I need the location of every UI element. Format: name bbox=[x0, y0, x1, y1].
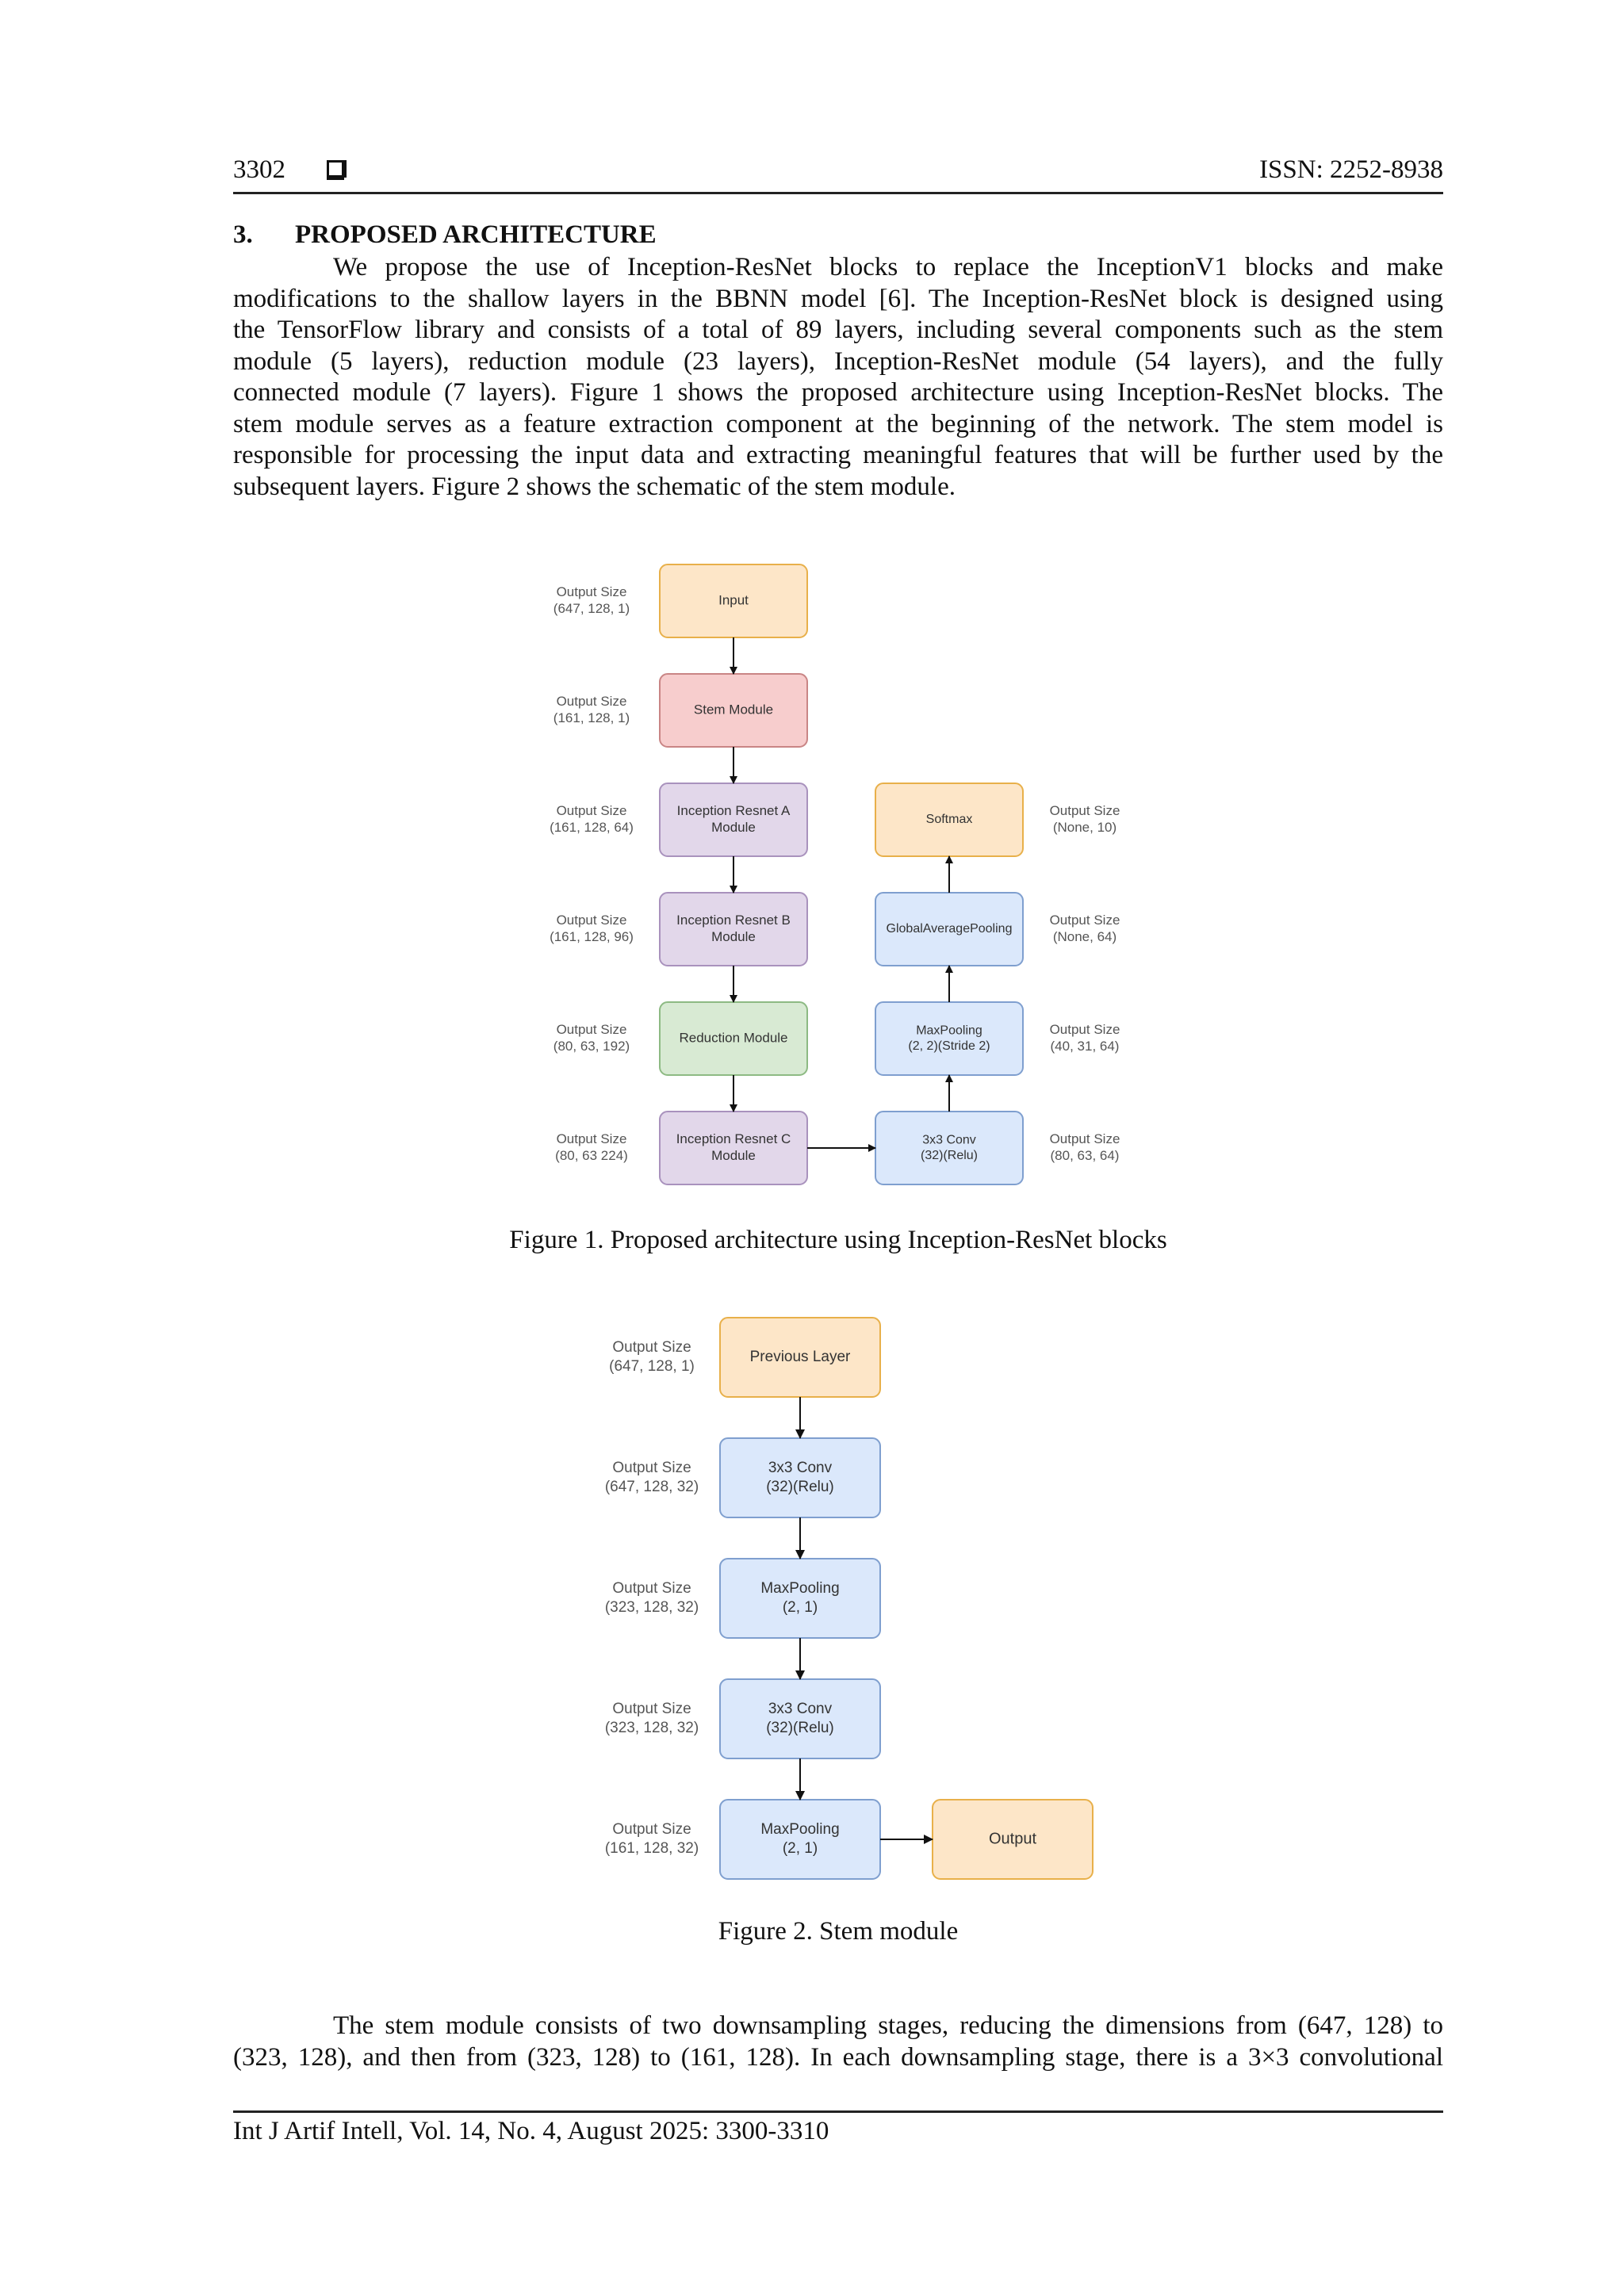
node-label: (2, 1) bbox=[782, 1598, 818, 1616]
output-size-label: Output Size bbox=[556, 802, 627, 818]
output-size-label: Output Size bbox=[1049, 1021, 1120, 1037]
output-node bbox=[933, 1800, 1093, 1879]
output-size-value: (647, 128, 1) bbox=[553, 601, 630, 617]
node-label: (32)(Relu) bbox=[766, 1719, 834, 1736]
paragraph-line: The stem module consists of two downsampling stages, reducing the dimensions from (647, 128) to bbox=[333, 2011, 1443, 2040]
paragraph-line: (323, 128), and then from (323, 128) to (161, 128). In each downsampling stage, there is a 3×3 convolutional bbox=[233, 2042, 1443, 2072]
right-node bbox=[875, 1002, 1120, 1075]
figure-2-diagram bbox=[587, 1308, 1142, 1903]
left-node bbox=[553, 674, 807, 747]
paragraph-line: subsequent layers. Figure 2 shows the schematic of the stem module. bbox=[233, 472, 956, 501]
left-node bbox=[550, 893, 807, 966]
section-number: 3. bbox=[233, 220, 253, 249]
figure-1-caption: Figure 1. Proposed architecture using Inception-ResNet blocks bbox=[509, 1226, 1167, 1254]
output-size-label: Output Size bbox=[612, 1821, 691, 1839]
output-size-value: (80, 63, 192) bbox=[553, 1039, 630, 1054]
node-label: Reduction Module bbox=[679, 1030, 788, 1046]
node-label: GlobalAveragePooling bbox=[886, 922, 1013, 936]
paragraph-line: We propose the use of Inception-ResNet blocks to replace the InceptionV1 blocks and make bbox=[333, 253, 1443, 281]
paragraph-line: responsible for processing the input data and extracting meaningful features that will be further used by the bbox=[233, 441, 1443, 469]
stem-node bbox=[609, 1318, 880, 1397]
figure-2-caption: Figure 2. Stem module bbox=[718, 1917, 959, 1946]
section-title: PROPOSED ARCHITECTURE bbox=[295, 220, 657, 249]
node-label: 3x3 Conv bbox=[768, 1701, 833, 1718]
paragraph-line: connected module (7 layers). Figure 1 shows the proposed architecture using Inception-ResNet blocks. The bbox=[233, 378, 1443, 407]
output-size-value: (161, 128, 64) bbox=[550, 820, 634, 836]
output-size-label: Output Size bbox=[612, 1580, 691, 1598]
node-label: (2, 1) bbox=[782, 1839, 818, 1857]
node-label: (32)(Relu) bbox=[920, 1149, 979, 1163]
node-label: Inception Resnet B bbox=[676, 912, 791, 928]
node-label: MaxPooling bbox=[760, 1580, 840, 1598]
output-size-value: (80, 63 224) bbox=[555, 1148, 628, 1164]
output-size-label: Output Size bbox=[612, 1339, 691, 1357]
output-size-label: Output Size bbox=[1049, 802, 1120, 818]
paragraph-line: the TensorFlow library and consists of a total of 89 layers, including several components such as the stem bbox=[233, 316, 1443, 344]
left-node bbox=[555, 1112, 807, 1184]
header-rule bbox=[233, 192, 1443, 194]
output-size-value: (None, 64) bbox=[1052, 929, 1117, 945]
issn: ISSN: 2252-8938 bbox=[1259, 155, 1443, 184]
figure-1-diagram bbox=[523, 555, 1126, 1205]
node-label: Previous Layer bbox=[749, 1349, 851, 1366]
output-size-label: Output Size bbox=[556, 584, 627, 599]
output-size-label: Output Size bbox=[556, 912, 627, 928]
output-size-value: (161, 128, 1) bbox=[553, 710, 630, 726]
left-node bbox=[553, 1002, 807, 1075]
paragraph-line: stem module serves as a feature extraction component at the beginning of the network. The stem model is bbox=[233, 409, 1443, 438]
node-label: Softmax bbox=[925, 813, 973, 827]
output-size-value: (80, 63, 64) bbox=[1050, 1148, 1120, 1164]
stem-node bbox=[605, 1438, 880, 1517]
page-number: 3302 bbox=[233, 155, 285, 184]
node-label: Module bbox=[711, 1148, 756, 1164]
output-size-value: (40, 31, 64) bbox=[1050, 1039, 1120, 1054]
stem-node bbox=[605, 1679, 880, 1758]
node-label: MaxPooling bbox=[760, 1821, 840, 1839]
output-size-value: (323, 128, 32) bbox=[604, 1719, 699, 1736]
output-size-label: Output Size bbox=[556, 1021, 627, 1037]
node-label: Output bbox=[988, 1830, 1037, 1848]
paragraph-1 bbox=[233, 252, 1443, 503]
paragraph-2 bbox=[233, 2011, 1443, 2073]
right-node-box bbox=[875, 1112, 1023, 1184]
output-size-value: (323, 128, 32) bbox=[604, 1598, 699, 1616]
footer-rule bbox=[233, 2110, 1443, 2113]
node-label: 3x3 Conv bbox=[768, 1460, 833, 1477]
node-label: Input bbox=[718, 592, 749, 608]
right-node-box bbox=[875, 1002, 1023, 1075]
left-node bbox=[553, 564, 807, 637]
output-size-label: Output Size bbox=[556, 693, 627, 709]
output-size-value: (647, 128, 32) bbox=[604, 1478, 699, 1495]
node-label: 3x3 Conv bbox=[922, 1133, 976, 1147]
output-size-value: (647, 128, 1) bbox=[609, 1357, 695, 1375]
output-size-value: (161, 128, 32) bbox=[604, 1839, 699, 1857]
right-node bbox=[875, 893, 1120, 966]
output-size-label: Output Size bbox=[556, 1131, 627, 1146]
left-node bbox=[550, 783, 807, 856]
node-label: (2, 2)(Stride 2) bbox=[908, 1039, 990, 1054]
output-size-label: Output Size bbox=[612, 1701, 691, 1718]
output-size-value: (161, 128, 96) bbox=[550, 929, 634, 945]
output-size-label: Output Size bbox=[1049, 1131, 1120, 1146]
paragraph-line: module (5 layers), reduction module (23 layers), Inception-ResNet module (54 layers), and the fully bbox=[233, 346, 1443, 376]
paragraph-line: modifications to the shallow layers in the BBNN model [6]. The Inception-ResNet block is designed using bbox=[233, 284, 1443, 313]
right-node bbox=[875, 1112, 1120, 1184]
footer-citation: Int J Artif Intell, Vol. 14, No. 4, August 2025: 3300-3310 bbox=[233, 2117, 829, 2145]
node-label: Inception Resnet A bbox=[676, 802, 791, 818]
output-size-label: Output Size bbox=[1049, 912, 1120, 928]
node-label: Stem Module bbox=[693, 702, 774, 718]
square-icon bbox=[327, 160, 344, 178]
output-size-label: Output Size bbox=[612, 1460, 691, 1477]
stem-node bbox=[605, 1559, 880, 1638]
node-label: Module bbox=[711, 820, 756, 836]
node-label: Module bbox=[711, 929, 756, 945]
stem-node bbox=[605, 1800, 880, 1879]
node-label: (32)(Relu) bbox=[766, 1478, 834, 1495]
node-label: Inception Resnet C bbox=[676, 1131, 791, 1146]
right-node bbox=[875, 783, 1120, 856]
node-label: MaxPooling bbox=[916, 1024, 982, 1038]
output-size-value: (None, 10) bbox=[1052, 820, 1117, 836]
